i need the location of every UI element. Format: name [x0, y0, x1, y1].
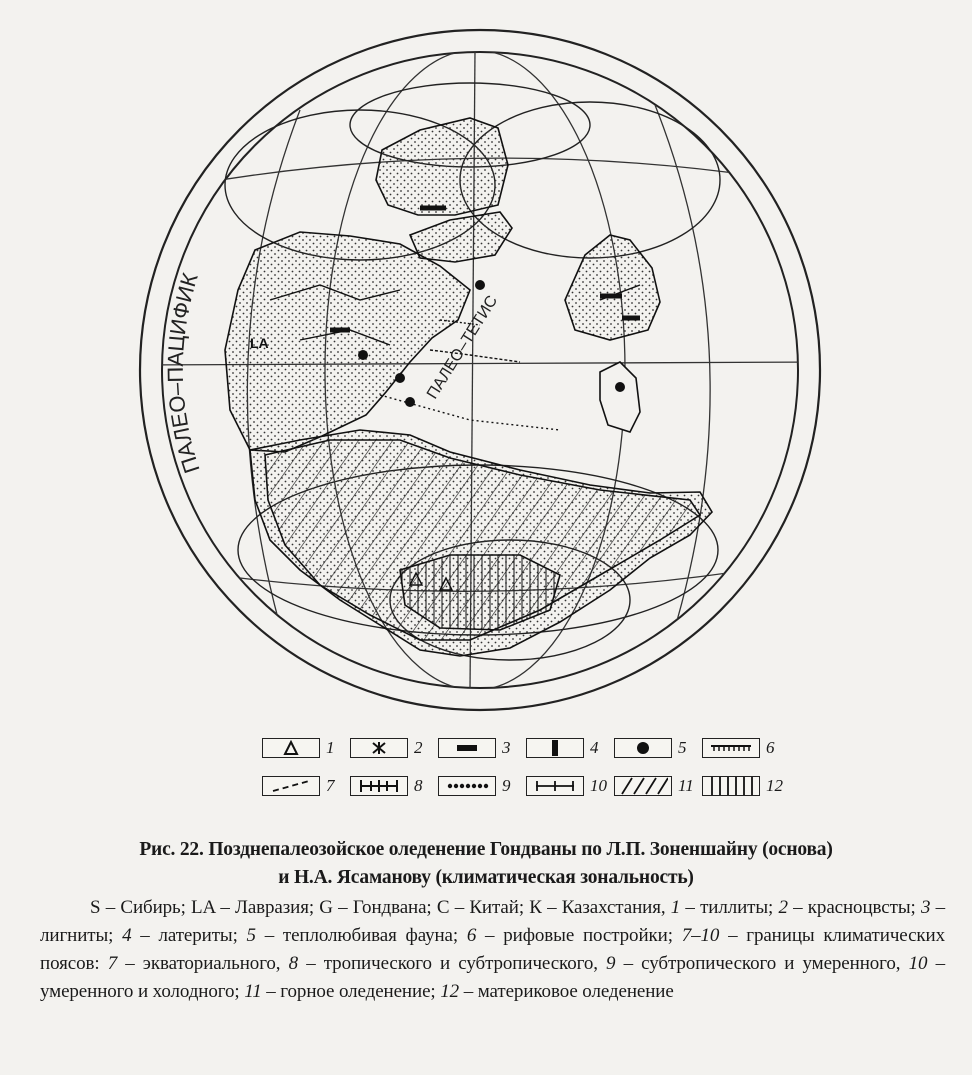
legend-num: 7: [326, 776, 335, 795]
caption-num: 3: [920, 897, 931, 918]
legend-num: 2: [414, 738, 423, 757]
legend-num: 6: [766, 738, 775, 757]
caption-title-line-1: Рис. 22. Позднепалеозойское оледенение Гондваны по Л.П. Зоненшайну (основа): [139, 839, 833, 860]
legend-item-1: [262, 738, 342, 758]
legend-item-9: [438, 776, 518, 796]
caption-text: – субтропического и умеренного,: [615, 953, 909, 974]
ocean-label-paleotethys: ПАЛЕО–ТЕТИС: [423, 292, 502, 403]
caption-num: 6: [466, 925, 477, 946]
legend-num: 3: [502, 738, 511, 757]
legend-num: 5: [678, 738, 687, 757]
legend-num: 1: [326, 738, 335, 757]
caption-text: – теплолюбивая фауна;: [255, 925, 467, 946]
legend-item-6: [702, 738, 782, 758]
legend-num: 10: [590, 776, 607, 795]
legend-num: 12: [766, 776, 783, 795]
legend-num: 9: [502, 776, 511, 795]
caption-text: – умеренного и холодного;: [40, 953, 945, 1002]
legend-num: 8: [414, 776, 423, 795]
caption-text: – латериты;: [131, 925, 247, 946]
caption-text: – красноцвсты;: [787, 897, 921, 918]
cold-boundary-icon: [533, 778, 577, 794]
legend-item-10: [526, 776, 606, 796]
caption-num: 4: [122, 925, 132, 946]
continent-label-la: LA: [250, 335, 269, 351]
dotted-line-icon: [445, 778, 489, 794]
legend-item-8: [350, 776, 430, 796]
ocean-label-paleopacific: ПАЛЕО–ПАЦИФИК: [162, 270, 205, 477]
legend-num: 4: [590, 738, 599, 757]
legend-item-4: [526, 738, 606, 758]
caption-text: – экваториального,: [117, 953, 289, 974]
vertical-hatch-icon: [706, 777, 756, 795]
caption-num: 7–10: [681, 925, 720, 946]
legend-item-11: [614, 776, 694, 796]
caption-num: 5: [246, 925, 256, 946]
caption-num: 2: [778, 897, 788, 918]
caption-num: 12: [440, 981, 460, 1002]
diagonal-hatch-icon: [618, 777, 668, 795]
caption-num: 1: [670, 897, 681, 918]
caption-text: – рифовые постройки;: [476, 925, 682, 946]
lignite-icon: [455, 740, 479, 756]
caption-text: S – Сибирь; LA – Лавразия; G – Гондвана; С – Китай; К – Казахстания,: [90, 897, 671, 918]
legend-row-2: [262, 776, 790, 796]
continent-kazakhstania: [410, 212, 512, 262]
caption-text: – тропического и субтропического,: [298, 953, 607, 974]
caption-title-line-2: и Н.А. Ясаманову (климатическая зональность): [278, 867, 694, 888]
caption-text: – материковое оледенение: [459, 981, 674, 1002]
legend-item-7: [262, 776, 342, 796]
laterite-icon: [545, 739, 565, 757]
caption-text: – лигниты;: [40, 897, 945, 946]
legend-item-5: [614, 738, 694, 758]
redbeds-icon: [369, 740, 389, 756]
figure-caption-title: [30, 836, 942, 892]
continent-small-block: [600, 362, 640, 432]
tropic-boundary-icon: [357, 778, 401, 794]
legend-item-2: [350, 738, 430, 758]
caption-num: 10: [908, 953, 928, 974]
figure-caption-body: [40, 894, 945, 1006]
triangle-icon: [281, 740, 301, 756]
legend-item-12: [702, 776, 782, 796]
dot-icon: [633, 740, 653, 756]
caption-num: 8: [288, 953, 299, 974]
dashed-line-icon: [269, 778, 313, 794]
caption-num: 9: [606, 953, 616, 974]
caption-text: – тиллиты;: [680, 897, 779, 918]
caption-text: – границы климатических поясов:: [40, 925, 946, 974]
legend-item-3: [438, 738, 518, 758]
caption-text: – горное оледенение;: [261, 981, 441, 1002]
continent-siberia: [376, 118, 508, 215]
caption-num: 7: [107, 953, 118, 974]
continents: [225, 118, 712, 656]
caption-num: 11: [244, 981, 262, 1002]
reef-icon: [709, 740, 753, 756]
legend-num: 11: [678, 776, 694, 795]
legend-row-1: [262, 738, 790, 758]
